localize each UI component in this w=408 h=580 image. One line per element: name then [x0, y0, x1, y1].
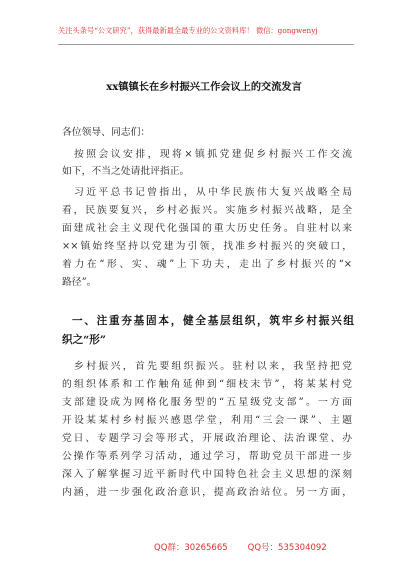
paragraph-line: 路径”。	[62, 277, 97, 288]
body-line: 开设某某村乡村振兴感恩学堂，利用“三会一课”、主题	[62, 415, 352, 426]
section-heading-continued: 织之“形”	[62, 334, 106, 346]
section-heading: 一、注重夯基固本，健全基层组织，筑牢乡村振兴组	[72, 315, 354, 327]
paragraph-line: 着力在“形、实、魂”上下功夫，走出了乡村振兴的“×	[62, 259, 352, 270]
header-divider	[58, 44, 354, 45]
paragraph-line: 面建成社会主义现代化强国的重大历史任务。自驻村以来	[62, 223, 352, 234]
paragraph-line: 按照会议安排，现将×镇抓党建促乡村振兴工作交流	[74, 149, 352, 160]
body-line: 支部建设成为网格化服务型的“五星级党支部”。一方面	[62, 397, 352, 408]
footer-qq-group: QQ群：30265665	[154, 543, 228, 553]
body-line: 的组织体系和工作触角延伸到“细枝末节”，将某某村党	[62, 379, 352, 390]
body-line: 深入了解掌握习近平新时代中国特色社会主义思想的深刻	[62, 469, 352, 480]
body-line: 党日、专题学习会等形式，开展政治理论、法治课堂、办	[62, 433, 352, 444]
paragraph-line: ××镇始终坚持以党建为引领，找准乡村振兴的突破口，	[62, 241, 352, 252]
paragraph-line: 如下，不当之处请批评指正。	[62, 166, 190, 177]
paragraph-line: 看，民族要复兴，乡村必振兴。实施乡村振兴战略，是全	[62, 205, 352, 216]
body-line: 乡村振兴，首先要组织振兴。驻村以来，我坚持把党	[74, 361, 352, 372]
body-line: 内涵，进一步强化政治意识，提高政治站位。另一方面，	[62, 487, 352, 498]
header-banner: 关注头条号“公文研究”，获得最新最全最专业的公文资料库！ 微信：gongwenyj	[58, 26, 318, 35]
footer-contact	[154, 541, 327, 553]
document-title: xx镇镇长在乡村振兴工作会议上的交流发言	[106, 81, 302, 93]
paragraph-line: 习近平总书记曾指出，从中华民族伟大复兴战略全局	[74, 187, 352, 198]
footer-qq-number: QQ号：535304092	[247, 543, 327, 553]
body-line: 公操作等系列学习活动，通过学习，帮助党员干部进一步	[62, 451, 352, 462]
salutation-line: 各位领导、同志们：	[62, 127, 151, 138]
